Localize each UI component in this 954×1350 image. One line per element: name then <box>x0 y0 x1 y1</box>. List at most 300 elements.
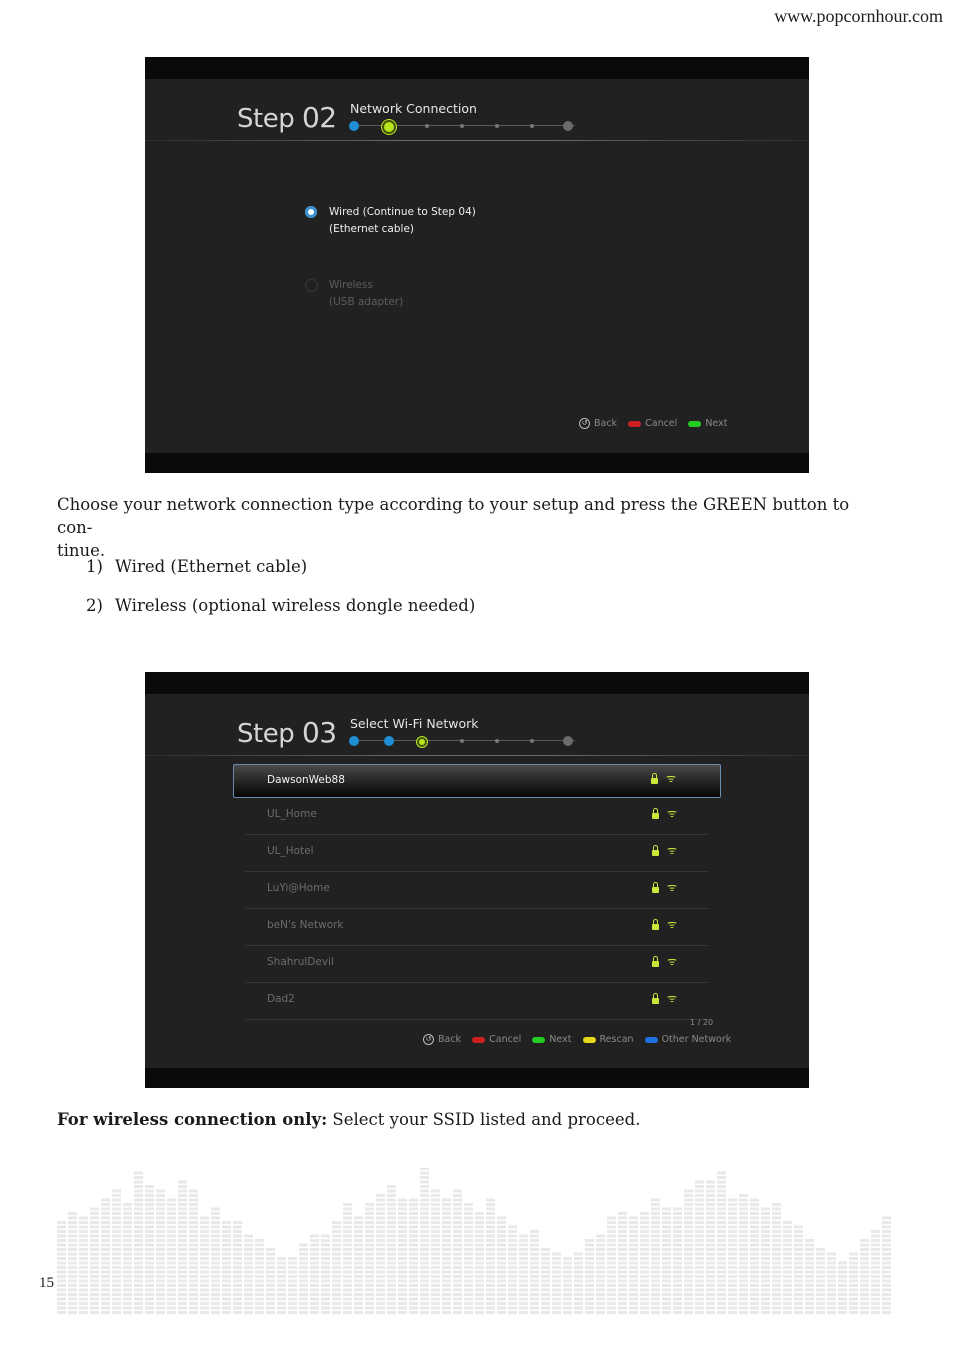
equalizer-segment <box>662 1253 671 1256</box>
legend-next[interactable]: Next <box>549 1034 572 1045</box>
equalizer-segment <box>750 1239 759 1242</box>
equalizer-segment <box>343 1239 352 1242</box>
equalizer-segment <box>728 1257 737 1260</box>
equalizer-segment <box>420 1168 429 1170</box>
equalizer-segment <box>651 1208 660 1211</box>
equalizer-segment <box>530 1280 539 1283</box>
equalizer-segment <box>288 1298 297 1301</box>
equalizer-segment <box>189 1217 198 1220</box>
equalizer-segment <box>277 1311 286 1314</box>
equalizer-segment <box>629 1289 638 1292</box>
equalizer-segment <box>607 1271 616 1274</box>
equalizer-segment <box>816 1253 825 1256</box>
equalizer-segment <box>882 1262 891 1265</box>
equalizer-segment <box>651 1248 660 1251</box>
equalizer-segment <box>871 1271 880 1274</box>
equalizer-segment <box>211 1235 220 1238</box>
equalizer-segment <box>486 1271 495 1274</box>
equalizer-segment <box>629 1266 638 1269</box>
equalizer-segment <box>299 1311 308 1314</box>
option-wired-line2: (Ethernet cable) <box>329 223 415 235</box>
equalizer-segment <box>486 1257 495 1260</box>
equalizer-segment <box>772 1275 781 1278</box>
equalizer-segment <box>882 1253 891 1256</box>
equalizer-segment <box>167 1280 176 1283</box>
equalizer-segment <box>508 1235 517 1238</box>
equalizer-segment <box>519 1284 528 1287</box>
equalizer-segment <box>178 1221 187 1224</box>
equalizer-segment <box>838 1262 847 1265</box>
equalizer-segment <box>607 1302 616 1305</box>
equalizer-segment <box>79 1271 88 1274</box>
equalizer-segment <box>112 1244 121 1247</box>
equalizer-segment <box>145 1194 154 1197</box>
equalizer-segment <box>134 1262 143 1265</box>
equalizer-segment <box>530 1307 539 1310</box>
equalizer-segment <box>123 1293 132 1296</box>
equalizer-segment <box>662 1293 671 1296</box>
equalizer-segment <box>321 1262 330 1265</box>
equalizer-segment <box>750 1284 759 1287</box>
equalizer-segment <box>618 1311 627 1314</box>
equalizer-segment <box>640 1311 649 1314</box>
equalizer-segment <box>420 1244 429 1247</box>
equalizer-segment <box>607 1307 616 1310</box>
equalizer-segment <box>409 1212 418 1215</box>
equalizer-segment <box>178 1298 187 1301</box>
equalizer-segment <box>673 1298 682 1301</box>
wifi-network-item[interactable]: beN's Network ᯤ <box>245 909 709 946</box>
equalizer-segment <box>508 1262 517 1265</box>
equalizer-segment <box>706 1208 715 1211</box>
equalizer-segment <box>376 1298 385 1301</box>
equalizer-segment <box>189 1199 198 1202</box>
equalizer-segment <box>706 1194 715 1197</box>
equalizer-segment <box>739 1257 748 1260</box>
wifi-network-item[interactable]: Dad2 ᯤ <box>245 983 709 1020</box>
equalizer-segment <box>200 1235 209 1238</box>
equalizer-segment <box>57 1307 66 1310</box>
equalizer-segment <box>585 1311 594 1314</box>
equalizer-segment <box>860 1293 869 1296</box>
equalizer-segment <box>750 1307 759 1310</box>
legend-other-network[interactable]: Other Network <box>661 1034 732 1045</box>
equalizer-segment <box>717 1208 726 1211</box>
equalizer-segment <box>651 1262 660 1265</box>
equalizer-segment <box>123 1239 132 1242</box>
equalizer-segment <box>849 1307 858 1310</box>
legend-rescan[interactable]: Rescan <box>599 1034 634 1045</box>
equalizer-segment <box>453 1235 462 1238</box>
equalizer-segment <box>299 1248 308 1251</box>
equalizer-segment <box>651 1311 660 1314</box>
equalizer-segment <box>827 1280 836 1283</box>
equalizer-segment <box>299 1307 308 1310</box>
equalizer-segment <box>596 1262 605 1265</box>
equalizer-segment <box>68 1284 77 1287</box>
equalizer-segment <box>156 1275 165 1278</box>
equalizer-segment <box>200 1217 209 1220</box>
equalizer-segment <box>123 1235 132 1238</box>
equalizer-segment <box>332 1298 341 1301</box>
equalizer-segment <box>354 1226 363 1229</box>
equalizer-segment <box>277 1257 286 1260</box>
equalizer-segment <box>79 1239 88 1242</box>
equalizer-segment <box>783 1271 792 1274</box>
equalizer-segment <box>486 1208 495 1211</box>
equalizer-segment <box>376 1284 385 1287</box>
equalizer-segment <box>706 1311 715 1314</box>
equalizer-segment <box>343 1298 352 1301</box>
equalizer-segment <box>486 1239 495 1242</box>
equalizer-segment <box>673 1262 682 1265</box>
equalizer-segment <box>541 1284 550 1287</box>
equalizer-segment <box>420 1262 429 1265</box>
equalizer-segment <box>420 1230 429 1233</box>
equalizer-segment <box>464 1307 473 1310</box>
equalizer-segment <box>662 1217 671 1220</box>
equalizer-segment <box>508 1244 517 1247</box>
equalizer-segment <box>816 1293 825 1296</box>
equalizer-segment <box>486 1266 495 1269</box>
equalizer-segment <box>112 1235 121 1238</box>
equalizer-segment <box>673 1230 682 1233</box>
equalizer-segment <box>156 1199 165 1202</box>
equalizer-segment <box>739 1199 748 1202</box>
legend-next[interactable]: Next <box>705 418 728 429</box>
equalizer-segment <box>365 1262 374 1265</box>
equalizer-segment <box>310 1253 319 1256</box>
equalizer-segment <box>112 1262 121 1265</box>
equalizer-segment <box>497 1302 506 1305</box>
equalizer-segment <box>387 1194 396 1197</box>
equalizer-segment <box>706 1217 715 1220</box>
equalizer-segment <box>772 1266 781 1269</box>
equalizer-segment <box>90 1266 99 1269</box>
equalizer-segment <box>783 1293 792 1296</box>
equalizer-segment <box>695 1230 704 1233</box>
equalizer-segment <box>387 1235 396 1238</box>
equalizer-segment <box>464 1311 473 1314</box>
equalizer-segment <box>189 1307 198 1310</box>
equalizer-segment <box>321 1302 330 1305</box>
equalizer-segment <box>541 1302 550 1305</box>
equalizer-segment <box>288 1275 297 1278</box>
legend-cancel[interactable]: Cancel <box>645 418 678 429</box>
equalizer-segment <box>695 1271 704 1274</box>
equalizer-segment <box>640 1289 649 1292</box>
equalizer-segment <box>244 1239 253 1242</box>
equalizer-segment <box>706 1190 715 1193</box>
equalizer-segment <box>79 1221 88 1224</box>
equalizer-segment <box>112 1226 121 1229</box>
equalizer-segment <box>442 1253 451 1256</box>
equalizer-segment <box>68 1302 77 1305</box>
equalizer-segment <box>486 1293 495 1296</box>
equalizer-segment <box>398 1302 407 1305</box>
equalizer-segment <box>838 1280 847 1283</box>
equalizer-segment <box>387 1203 396 1206</box>
equalizer-segment <box>706 1212 715 1215</box>
equalizer-segment <box>772 1230 781 1233</box>
equalizer-segment <box>486 1212 495 1215</box>
equalizer-segment <box>728 1208 737 1211</box>
equalizer-segment <box>90 1289 99 1292</box>
equalizer-segment <box>387 1230 396 1233</box>
equalizer-segment <box>607 1257 616 1260</box>
equalizer-segment <box>420 1212 429 1215</box>
equalizer-segment <box>607 1230 616 1233</box>
equalizer-segment <box>750 1266 759 1269</box>
equalizer-segment <box>409 1244 418 1247</box>
equalizer-segment <box>453 1217 462 1220</box>
equalizer-segment <box>651 1257 660 1260</box>
equalizer-segment <box>662 1235 671 1238</box>
equalizer-segment <box>772 1289 781 1292</box>
equalizer-segment <box>354 1262 363 1265</box>
equalizer-segment <box>156 1271 165 1274</box>
equalizer-segment <box>805 1262 814 1265</box>
equalizer-segment <box>57 1235 66 1238</box>
equalizer-segment <box>728 1284 737 1287</box>
equalizer-segment <box>244 1298 253 1301</box>
equalizer-segment <box>134 1298 143 1301</box>
equalizer-segment <box>332 1271 341 1274</box>
equalizer-segment <box>585 1262 594 1265</box>
equalizer-segment <box>420 1176 429 1179</box>
equalizer-segment <box>178 1280 187 1283</box>
equalizer-segment <box>475 1275 484 1278</box>
equalizer-segment <box>376 1217 385 1220</box>
equalizer-segment <box>838 1298 847 1301</box>
equalizer-segment <box>706 1235 715 1238</box>
equalizer-segment <box>816 1307 825 1310</box>
equalizer-segment <box>123 1203 132 1206</box>
equalizer-segment <box>486 1311 495 1314</box>
equalizer-segment <box>486 1244 495 1247</box>
equalizer-segment <box>453 1194 462 1197</box>
equalizer-segment <box>453 1248 462 1251</box>
equalizer-segment <box>739 1230 748 1233</box>
equalizer-segment <box>464 1298 473 1301</box>
equalizer-segment <box>761 1302 770 1305</box>
wifi-network-item[interactable]: DawsonWeb88 ᯤ <box>233 764 721 798</box>
equalizer-segment <box>860 1275 869 1278</box>
equalizer-segment <box>442 1235 451 1238</box>
progress-node-7 <box>563 121 573 131</box>
equalizer-segment <box>453 1302 462 1305</box>
equalizer-segment <box>871 1284 880 1287</box>
equalizer-segment <box>849 1302 858 1305</box>
equalizer-segment <box>475 1248 484 1251</box>
equalizer-segment <box>629 1253 638 1256</box>
equalizer-segment <box>860 1307 869 1310</box>
equalizer-segment <box>156 1266 165 1269</box>
equalizer-segment <box>882 1289 891 1292</box>
lock-icon <box>651 778 658 784</box>
equalizer-segment <box>178 1239 187 1242</box>
equalizer-segment <box>464 1289 473 1292</box>
legend-back[interactable]: Back <box>438 1034 462 1045</box>
equalizer-segment <box>717 1248 726 1251</box>
equalizer-segment <box>200 1257 209 1260</box>
equalizer-segment <box>717 1244 726 1247</box>
equalizer-segment <box>695 1208 704 1211</box>
lock-icon <box>652 998 659 1004</box>
equalizer-segment <box>101 1298 110 1301</box>
equalizer-segment <box>706 1257 715 1260</box>
equalizer-segment <box>398 1248 407 1251</box>
equalizer-segment <box>343 1280 352 1283</box>
equalizer-segment <box>387 1253 396 1256</box>
equalizer-segment <box>442 1293 451 1296</box>
equalizer-segment <box>640 1248 649 1251</box>
equalizer-segment <box>871 1302 880 1305</box>
equalizer-segment <box>409 1271 418 1274</box>
equalizer-segment <box>728 1253 737 1256</box>
equalizer-segment <box>255 1311 264 1314</box>
equalizer-segment <box>684 1212 693 1215</box>
equalizer-segment <box>321 1271 330 1274</box>
equalizer-segment <box>772 1239 781 1242</box>
wifi-network-item[interactable]: LuYi@Home ᯤ <box>245 872 709 909</box>
equalizer-segment <box>640 1212 649 1215</box>
equalizer-segment <box>266 1280 275 1283</box>
equalizer-segment <box>200 1248 209 1251</box>
equalizer-segment <box>266 1293 275 1296</box>
equalizer-segment <box>882 1266 891 1269</box>
equalizer-segment <box>211 1302 220 1305</box>
equalizer-segment <box>783 1226 792 1229</box>
equalizer-segment <box>882 1221 891 1224</box>
equalizer-segment <box>178 1244 187 1247</box>
equalizer-segment <box>717 1302 726 1305</box>
equalizer-segment <box>211 1311 220 1314</box>
equalizer-segment <box>431 1208 440 1211</box>
equalizer-segment <box>332 1307 341 1310</box>
legend-back[interactable]: Back <box>594 418 618 429</box>
equalizer-segment <box>706 1230 715 1233</box>
equalizer-segment <box>750 1226 759 1229</box>
equalizer-segment <box>167 1212 176 1215</box>
blue-key-icon <box>645 1037 658 1043</box>
equalizer-segment <box>376 1203 385 1206</box>
equalizer-segment <box>365 1235 374 1238</box>
equalizer-segment <box>442 1266 451 1269</box>
equalizer-segment <box>497 1226 506 1229</box>
equalizer-segment <box>398 1275 407 1278</box>
equalizer-segment <box>189 1284 198 1287</box>
equalizer-segment <box>310 1257 319 1260</box>
equalizer-segment <box>783 1230 792 1233</box>
equalizer-segment <box>189 1271 198 1274</box>
equalizer-segment <box>695 1253 704 1256</box>
equalizer-segment <box>376 1212 385 1215</box>
equalizer-segment <box>640 1235 649 1238</box>
equalizer-segment <box>475 1244 484 1247</box>
equalizer-segment <box>618 1257 627 1260</box>
equalizer-segment <box>882 1280 891 1283</box>
equalizer-segment <box>519 1289 528 1292</box>
equalizer-segment <box>464 1203 473 1206</box>
equalizer-segment <box>607 1244 616 1247</box>
equalizer-segment <box>464 1284 473 1287</box>
site-url[interactable]: www.popcornhour.com <box>774 6 943 26</box>
equalizer-segment <box>497 1235 506 1238</box>
equalizer-segment <box>101 1244 110 1247</box>
equalizer-segment <box>574 1284 583 1287</box>
equalizer-segment <box>442 1244 451 1247</box>
list-item: 1) Wired (Ethernet cable) <box>86 557 308 576</box>
equalizer-segment <box>552 1271 561 1274</box>
equalizer-segment <box>288 1266 297 1269</box>
equalizer-segment <box>200 1239 209 1242</box>
wifi-network-item[interactable]: UL_Home ᯤ <box>245 798 709 835</box>
lock-icon <box>652 961 659 967</box>
equalizer-segment <box>717 1266 726 1269</box>
equalizer-segment <box>178 1235 187 1238</box>
equalizer-segment <box>101 1221 110 1224</box>
equalizer-segment <box>112 1307 121 1310</box>
wifi-network-item[interactable]: ShahrulDevil ᯤ <box>245 946 709 983</box>
equalizer-segment <box>222 1293 231 1296</box>
equalizer-segment <box>134 1190 143 1193</box>
equalizer-segment <box>486 1253 495 1256</box>
wifi-network-item[interactable]: UL_Hotel ᯤ <box>245 835 709 872</box>
equalizer-segment <box>68 1266 77 1269</box>
equalizer-segment <box>354 1244 363 1247</box>
equalizer-segment <box>816 1248 825 1251</box>
equalizer-segment <box>134 1253 143 1256</box>
equalizer-segment <box>233 1253 242 1256</box>
equalizer-segment <box>233 1257 242 1260</box>
equalizer-segment <box>882 1311 891 1314</box>
equalizer-segment <box>684 1266 693 1269</box>
equalizer-segment <box>497 1280 506 1283</box>
equalizer-segment <box>640 1239 649 1242</box>
equalizer-segment <box>530 1275 539 1278</box>
equalizer-segment <box>354 1311 363 1314</box>
equalizer-segment <box>387 1221 396 1224</box>
equalizer-segment <box>618 1226 627 1229</box>
equalizer-segment <box>266 1262 275 1265</box>
equalizer-segment <box>662 1239 671 1242</box>
equalizer-segment <box>134 1181 143 1184</box>
equalizer-segment <box>178 1248 187 1251</box>
equalizer-segment <box>387 1293 396 1296</box>
equalizer-segment <box>530 1262 539 1265</box>
legend-cancel[interactable]: Cancel <box>489 1034 522 1045</box>
equalizer-segment <box>761 1271 770 1274</box>
equalizer-segment <box>618 1271 627 1274</box>
equalizer-segment <box>684 1271 693 1274</box>
equalizer-segment <box>255 1275 264 1278</box>
equalizer-segment <box>321 1235 330 1238</box>
equalizer-segment <box>585 1280 594 1283</box>
equalizer-segment <box>508 1257 517 1260</box>
equalizer-segment <box>178 1203 187 1206</box>
equalizer-segment <box>673 1244 682 1247</box>
equalizer-segment <box>684 1226 693 1229</box>
equalizer-segment <box>508 1230 517 1233</box>
equalizer-segment <box>343 1275 352 1278</box>
equalizer-segment <box>673 1302 682 1305</box>
equalizer-segment <box>57 1253 66 1256</box>
equalizer-segment <box>178 1266 187 1269</box>
equalizer-segment <box>508 1289 517 1292</box>
equalizer-segment <box>684 1280 693 1283</box>
equalizer-segment <box>145 1230 154 1233</box>
